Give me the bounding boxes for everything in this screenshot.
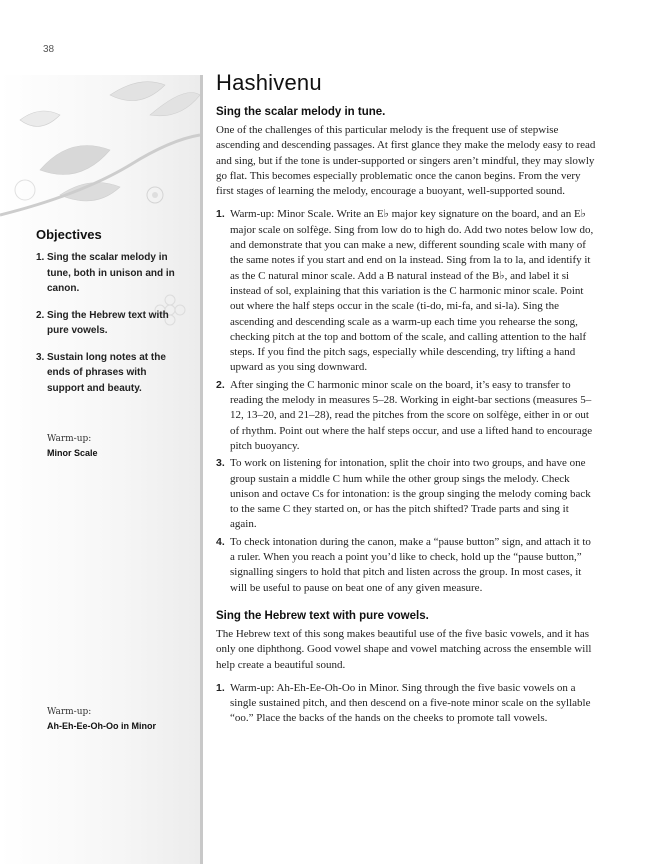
objectives-list bbox=[36, 250, 186, 396]
objective-item bbox=[36, 350, 186, 397]
warmup-value: Minor Scale bbox=[47, 448, 98, 458]
step-number: 1. bbox=[216, 681, 225, 694]
vowel-steps-list bbox=[216, 681, 596, 727]
section-intro-vowels: The Hebrew text of this song makes beautiful use of the five basic vowels, and it has only one diphthong. Good vowel shape and vowel matching across the ensemble will help create a beautiful sound. bbox=[216, 627, 592, 671]
sidebar-divider bbox=[200, 75, 203, 864]
objective-item bbox=[36, 308, 186, 339]
objective-number: 3. bbox=[36, 351, 45, 363]
objective-number: 1. bbox=[36, 252, 45, 263]
step-item bbox=[216, 207, 596, 375]
step-number: 4. bbox=[216, 535, 225, 548]
objectives-box bbox=[36, 227, 186, 407]
step-item bbox=[216, 456, 596, 532]
section-intro-scalar: One of the challenges of this particular melody is the frequent use of stepwise ascending and descending passages. At first glance they make the melody easy to read and sing, but if the tone is under-supported or singers aren’t mindful, they may slowly go flat. This becomes especially problematic once the canon begins. From the very first stages of learning the melody, encourage a buoyant, well-supported sound. bbox=[216, 124, 596, 198]
step-text: To work on listening for intonation, split the choir into two groups, and have one group sustain a middle C hum while the other group sings the melody. Check unison and octave Cs for intonation: is the group singing the melody coming back to the same C they started on, or has the pitch shifted? Trade parts and sing it again. bbox=[230, 457, 591, 531]
warmup-label: Warm-up: bbox=[47, 707, 92, 717]
step-text: To check intonation during the canon, make a “pause button” sign, and attach it to a ruler. When you reach a point you’d like to check, hold up the “pause button,” signalling singers to hold that pitch and listen across the group. In most cases, it will be useful to pause on beat one of any given measure. bbox=[230, 535, 591, 594]
step-number: 3. bbox=[216, 457, 225, 470]
page-title: Hashivenu bbox=[216, 70, 322, 95]
objective-item bbox=[36, 250, 186, 297]
page-number: 38 bbox=[43, 44, 55, 55]
step-number: 1. bbox=[216, 208, 225, 221]
warmup-note-vowels bbox=[47, 705, 156, 733]
step-item bbox=[216, 378, 596, 454]
section-heading-vowels: Sing the Hebrew text with pure vowels. bbox=[216, 609, 429, 622]
warmup-value: Ah-Eh-Ee-Oh-Oo in Minor bbox=[47, 721, 156, 731]
objective-text: Sing the scalar melody in tune, both in unison and in canon. bbox=[47, 252, 175, 294]
objective-number: 2. bbox=[36, 309, 45, 321]
step-text: After singing the C harmonic minor scale on the board, it’s easy to transfer to reading the melody in measures 5–28. Working in eight-bar sections (measures 5–12, 13–20, and 21–28), read the pitches from the score on solfège, either in or out of rhythm. Point out where the half steps occur, and use a lifted hand to encourage pitch buoyancy. bbox=[230, 378, 593, 452]
objective-text: Sustain long notes at the ends of phrases with support and beauty. bbox=[47, 351, 166, 394]
warmup-note-minor-scale bbox=[47, 432, 98, 460]
warmup-label: Warm-up: bbox=[47, 434, 92, 444]
objective-text: Sing the Hebrew text with pure vowels. bbox=[47, 309, 169, 336]
step-text: Warm-up: Ah-Eh-Ee-Oh-Oo in Minor. Sing through the five basic vowels on a single sustained pitch, and then descend on a five-note minor scale on the syllable “oo.” Place the backs of the hands on the cheeks to promote tall vowels. bbox=[230, 681, 591, 725]
step-item bbox=[216, 681, 596, 727]
step-text: Warm-up: Minor Scale. Write an E♭ major key signature on the board, and an E♭ major scale on solfège. Sing from low do to high do. Add two notes below low do, and demonstrate that you can make a new, different sounding scale with many of the same notes if you start and end on la instead. Sing from la to la, and identify it as the C natural minor scale. Add a B natural instead of the B♭, and label it si instead of sol, explaining that this variation is the C harmonic minor scale. Point out where the half steps occur in the scale (ti-do, mi-fa, and si-la). Sing the ascending and descending scale as a warm-up each time you rehearse the song, checking pitch at the top and bottom of the scale, and calling attention to the half steps. If you find the pitch sags, especially while descending, try lifting a hand upward as you sing downward. bbox=[230, 208, 594, 374]
scalar-steps-list bbox=[216, 207, 596, 595]
leaf-branch-illustration bbox=[0, 75, 200, 225]
step-number: 2. bbox=[216, 378, 225, 391]
main-content bbox=[216, 70, 596, 737]
step-item bbox=[216, 535, 596, 596]
objectives-heading: Objectives bbox=[36, 227, 102, 242]
section-heading-scalar: Sing the scalar melody in tune. bbox=[216, 106, 386, 118]
